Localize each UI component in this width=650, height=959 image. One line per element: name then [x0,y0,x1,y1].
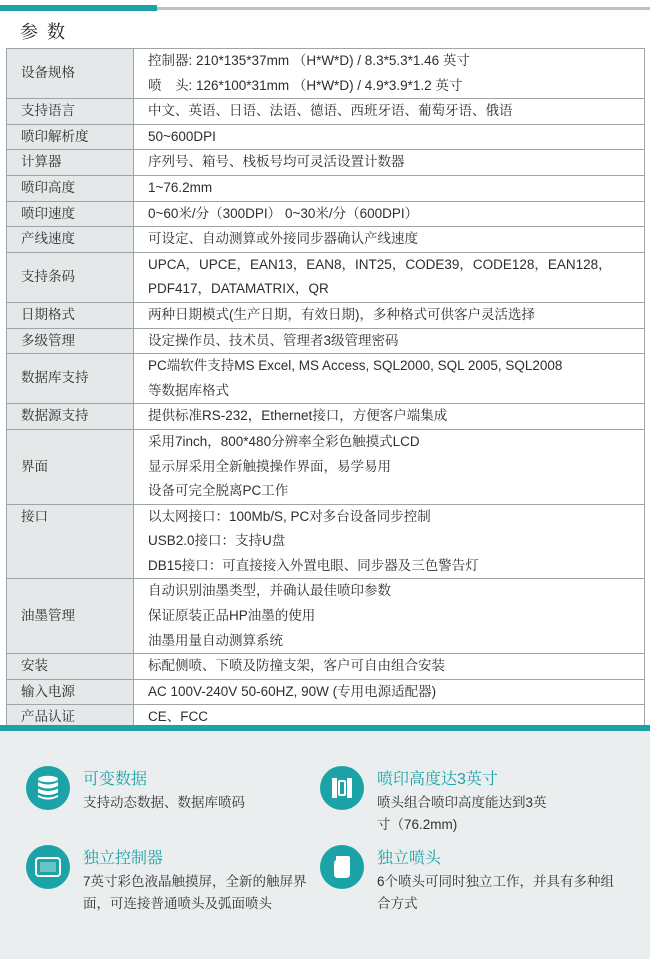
spec-value-line: DB15接口：可直接接入外置电眼、同步器及三色警告灯 [148,557,479,573]
spec-label-cell [7,201,134,227]
spec-value-cell [134,354,645,404]
spec-value-cell [134,175,645,201]
spec-label-cell [7,227,134,253]
spec-row [7,252,645,302]
spec-label: 产品认证 [21,709,75,725]
spec-value-line: 可设定、自动测算或外接同步器确认产线速度 [148,231,418,247]
spec-value-line: 喷 头: 126*100*31mm （H*W*D) / 4.9*3.9*1.2 英寸 [148,77,463,93]
features-panel [0,731,650,959]
spec-value-cell [134,150,645,176]
spec-label: 数据源支持 [21,408,89,424]
feature-printhead [320,845,620,925]
feature-title: 喷印高度达3英寸 [377,771,498,788]
print-height-icon [320,766,364,810]
spec-value-line: CE、FCC [148,709,208,725]
spec-label: 产线速度 [21,231,75,247]
spec-label-cell [7,579,134,654]
spec-label: 支持语言 [21,103,75,119]
spec-value-cell [134,404,645,430]
spec-value-cell [134,201,645,227]
spec-value-cell [134,99,645,125]
spec-value-cell [134,302,645,328]
spec-label: 接口 [21,508,48,524]
spec-value-line: 0~60米/分（300DPI） 0~30米/分（600DPI） [148,205,419,221]
spec-value-line: 等数据库格式 [148,382,229,398]
spec-row [7,579,645,654]
spec-value-line: 标配侧喷、下喷及防撞支架，客户可自由组合安装 [148,658,445,674]
spec-value-cell [134,429,645,504]
feature-print-height [320,766,620,846]
top-accent-gray [157,7,650,10]
spec-label-cell [7,150,134,176]
spec-label: 油墨管理 [21,608,75,624]
spec-value-line: 采用7inch，800*480分辨率全彩色触摸式LCD [148,433,420,449]
spec-value-line: USB2.0接口：支持U盘 [148,533,286,549]
section-title: 参 数 [20,22,68,42]
spec-value-line: 油墨用量自动测算系统 [148,632,283,648]
spec-label: 设备规格 [21,65,75,81]
spec-label-cell [7,49,134,99]
spec-label: 数据库支持 [21,370,89,386]
spec-value-line: 设定操作员、技术员、管理者3级管理密码 [148,332,399,348]
spec-row [7,124,645,150]
spec-value-line: PC端软件支持MS Excel, MS Access, SQL2000, SQL 2005, SQL2008 [148,358,563,374]
spec-label-cell [7,99,134,125]
spec-label-cell [7,252,134,302]
spec-label-cell [7,328,134,354]
screen-icon [26,845,70,889]
spec-value-line: 以太网接口：100Mb/S, PC对多台设备同步控制 [148,508,431,524]
feature-title: 独立控制器 [83,850,164,867]
spec-label: 多级管理 [21,332,75,348]
spec-value-line: 提供标准RS-232，Ethernet接口，方便客户端集成 [148,408,448,424]
spec-value-cell [134,654,645,680]
spec-row [7,175,645,201]
feature-desc: 6个喷头可同时独立工作，并具有多种组合方式 [377,874,615,911]
spec-label-cell [7,404,134,430]
spec-label-cell [7,302,134,328]
spec-row [7,354,645,404]
spec-label-cell [7,679,134,705]
spec-label: 计算器 [21,154,62,170]
spec-label-cell [7,504,134,579]
spec-value-cell [134,679,645,705]
spec-label: 喷印速度 [21,205,75,221]
feature-desc: 支持动态数据、数据库喷码 [83,795,245,810]
top-accent-bar [0,0,650,12]
spec-value-line: 1~76.2mm [148,179,213,195]
feature-desc: 喷头组合喷印高度能达到3英寸（76.2mm) [377,795,547,832]
spec-value-line: 中文、英语、日语、法语、德语、西班牙语、葡萄牙语、俄语 [148,103,513,119]
spec-label: 安装 [21,658,48,674]
spec-row [7,227,645,253]
spec-value-line: 序列号、箱号、栈板号均可灵活设置计数器 [148,154,405,170]
spec-value-line: 显示屏采用全新触摸操作界面，易学易用 [148,458,391,474]
spec-label: 支持条码 [21,269,75,285]
spec-value-line: 保证原装正品HP油墨的使用 [148,608,316,624]
spec-value-cell [134,227,645,253]
spec-row [7,150,645,176]
top-accent-teal [0,5,157,11]
spec-label-cell [7,354,134,404]
spec-value-cell [134,504,645,579]
spec-label: 日期格式 [21,306,75,322]
feature-title: 独立喷头 [377,850,442,867]
spec-row [7,328,645,354]
feature-title: 可变数据 [83,771,148,788]
feature-variable-data [26,766,326,846]
spec-table [6,48,645,731]
spec-value-line: 50~600DPI [148,128,216,144]
spec-value-cell [134,49,645,99]
feature-controller [26,845,326,925]
feature-desc: 7英寸彩色液晶触摸屏，全新的触屏界面，可连接普通喷头及弧面喷头 [83,874,307,911]
spec-row [7,504,645,579]
spec-label-cell [7,429,134,504]
spec-row [7,99,645,125]
spec-row [7,679,645,705]
database-icon [26,766,70,810]
spec-label: 界面 [21,458,48,474]
spec-value-line: 控制器: 210*135*37mm （H*W*D) / 8.3*5.3*1.46 英寸 [148,53,470,68]
printhead-icon [320,845,364,889]
spec-row [7,429,645,504]
spec-value-cell [134,252,645,302]
spec-label-cell [7,654,134,680]
spec-value-line: UPCA，UPCE，EAN13，EAN8，INT25，CODE39，CODE128，EAN128， [148,256,612,272]
spec-value-line: 自动识别油墨类型，并确认最佳喷印参数 [148,583,391,599]
spec-label: 喷印解析度 [21,128,89,144]
spec-value-cell [134,579,645,654]
spec-label-cell [7,124,134,150]
spec-row [7,302,645,328]
spec-value-cell [134,328,645,354]
spec-value-line: 两种日期模式(生产日期，有效日期)，多种格式可供客户灵活选择 [148,306,535,322]
spec-value-line: 设备可完全脱离PC工作 [148,483,289,499]
spec-row [7,404,645,430]
spec-row [7,654,645,680]
spec-value-line: AC 100V-240V 50-60HZ, 90W (专用电源适配器) [148,683,437,699]
spec-label-cell [7,175,134,201]
spec-row [7,49,645,99]
spec-label: 输入电源 [21,683,75,699]
spec-label: 喷印高度 [21,179,75,195]
spec-value-line: PDF417，DATAMATRIX，QR [148,281,329,297]
spec-row [7,201,645,227]
spec-value-cell [134,124,645,150]
